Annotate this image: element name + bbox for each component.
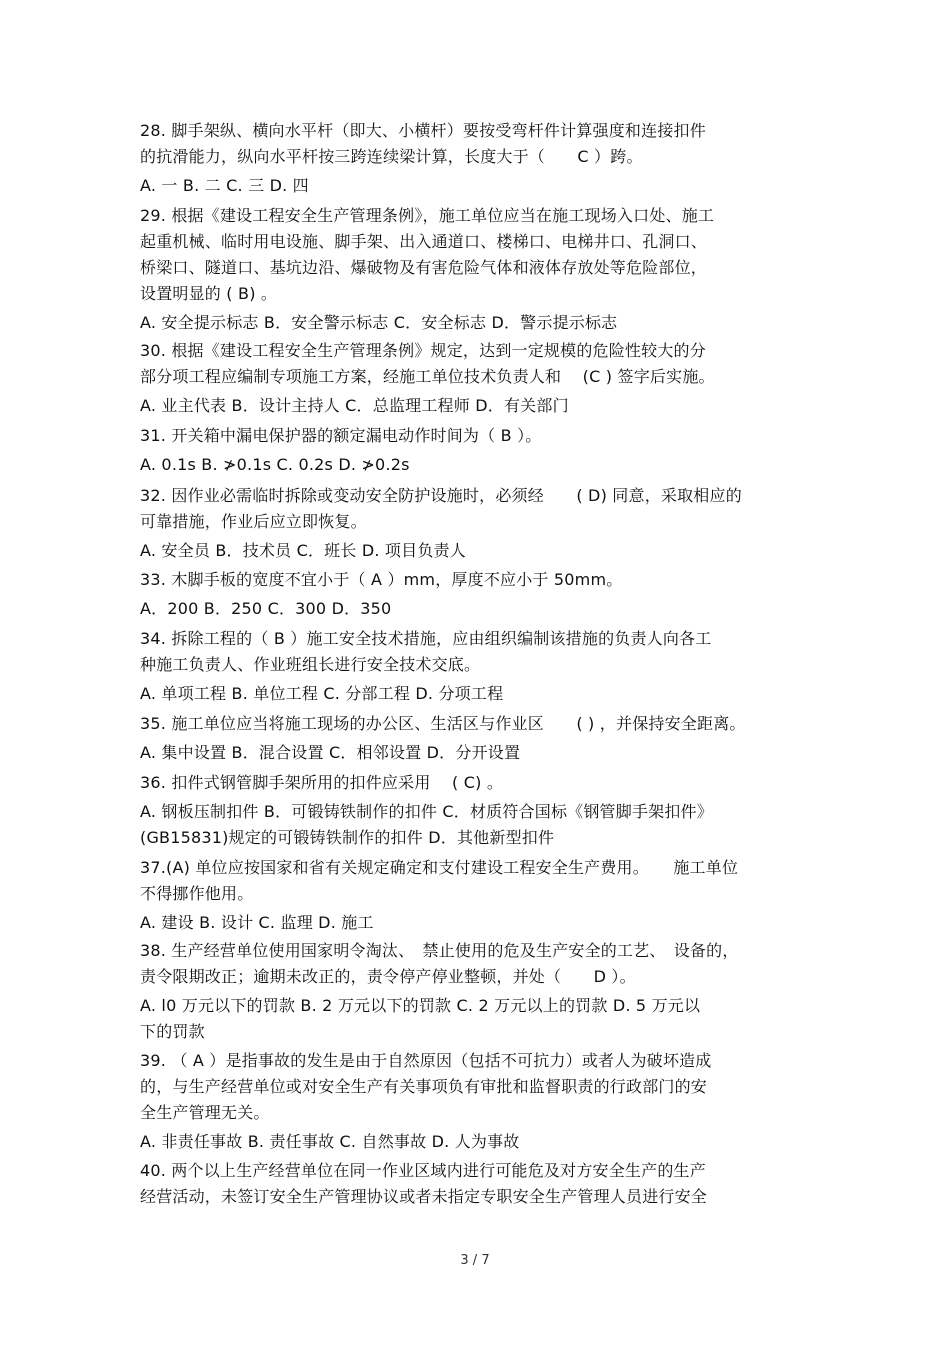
question-text: 设置明显的 ( B) 。 bbox=[140, 284, 278, 303]
answer-options: (GB15831)规定的可锻铸铁制作的扣件 D．其他新型扣件 bbox=[140, 828, 555, 847]
question-text: 全生产管理无关。 bbox=[140, 1103, 270, 1122]
question-28 bbox=[140, 118, 820, 199]
question-40 bbox=[140, 1158, 820, 1210]
answer-options: A. 安全提示标志 B．安全警示标志 C．安全标志 D．警示提示标志 bbox=[140, 313, 618, 332]
question-text: 的抗滑能力，纵向水平杆按三跨连续梁计算，长度大于（ C ）跨。 bbox=[140, 147, 643, 166]
answer-options: A. 安全员 B．技术员 C．班长 D. 项目负责人 bbox=[140, 541, 466, 560]
answer-options: A. 建设 B. 设计 C. 监理 D. 施工 bbox=[140, 913, 374, 932]
question-text: 责令限期改正；逾期未改正的，责令停产停业整顿，并处（ D ）。 bbox=[140, 967, 636, 986]
answer-options: A. 一 B. 二 C. 三 D. 四 bbox=[140, 176, 309, 195]
question-37 bbox=[140, 855, 820, 936]
answer-options: A. 0.1s B. ≯0.1s C. 0.2s D. ≯0.2s bbox=[140, 455, 410, 474]
question-30 bbox=[140, 338, 820, 419]
question-text: 29. 根据《建设工程安全生产管理条例》，施工单位应当在施工现场入口处、施工 bbox=[140, 206, 715, 225]
question-text: 36. 扣件式钢管脚手架所用的扣件应采用 ( C) 。 bbox=[140, 773, 504, 792]
question-29 bbox=[140, 203, 820, 336]
question-text: 39. （ A ）是指事故的发生是由于自然原因（包括不可抗力）或者人为破坏造成 bbox=[140, 1051, 712, 1070]
question-text: 38. 生产经营单位使用国家明令淘汰、 禁止使用的危及生产安全的工艺、 设备的， bbox=[140, 941, 739, 960]
question-text: 33. 木脚手板的宽度不宜小于（ A ）mm，厚度不应小于 50mm。 bbox=[140, 570, 623, 589]
question-31 bbox=[140, 423, 820, 478]
question-39 bbox=[140, 1048, 820, 1155]
answer-options: A. 非责任事故 B. 责任事故 C. 自然事故 D. 人为事故 bbox=[140, 1132, 520, 1151]
question-text: 起重机械、临时用电设施、脚手架、出入通道口、楼梯口、电梯井口、孔洞口、 bbox=[140, 232, 708, 251]
answer-options: 下的罚款 bbox=[140, 1022, 205, 1041]
question-text: 的，与生产经营单位或对安全生产有关事项负有审批和监督职责的行政部门的安 bbox=[140, 1077, 708, 1096]
question-text: 35. 施工单位应当将施工现场的办公区、生活区与作业区 ( ) ，并保持安全距离。 bbox=[140, 714, 746, 733]
page-number: 3 / 7 bbox=[460, 1253, 490, 1268]
question-text: 28. 脚手架纵、横向水平杆（即大、小横杆）要按受弯杆件计算强度和连接扣件 bbox=[140, 121, 706, 140]
question-38 bbox=[140, 938, 820, 1045]
answer-options: A. 单项工程 B. 单位工程 C. 分部工程 D. 分项工程 bbox=[140, 684, 504, 703]
question-text: 37.(A) 单位应按国家和省有关规定确定和支付建设工程安全生产费用。 施工单位 bbox=[140, 858, 739, 877]
question-text: 40. 两个以上生产经营单位在同一作业区域内进行可能危及对方安全生产的生产 bbox=[140, 1161, 706, 1180]
question-34 bbox=[140, 626, 820, 707]
question-text: 经营活动，未签订安全生产管理协议或者未指定专职安全生产管理人员进行安全 bbox=[140, 1187, 708, 1206]
question-text: 不得挪作他用。 bbox=[140, 884, 254, 903]
question-text: 30. 根据《建设工程安全生产管理条例》规定，达到一定规模的危险性较大的分 bbox=[140, 341, 706, 360]
answer-options: A. 集中设置 B．混合设置 C．相邻设置 D．分开设置 bbox=[140, 743, 521, 762]
question-35 bbox=[140, 711, 820, 766]
question-text: 34. 拆除工程的（ B ）施工安全技术措施，应由组织编制该措施的负责人向各工 bbox=[140, 629, 712, 648]
question-text: 桥梁口、隧道口、基坑边沿、爆破物及有害危险气体和液体存放处等危险部位， bbox=[140, 258, 708, 277]
question-33 bbox=[140, 567, 820, 622]
question-text: 32. 因作业必需临时拆除或变动安全防护设施时，必须经 ( D) 同意，采取相应的 bbox=[140, 486, 742, 505]
question-text: 可靠措施，作业后应立即恢复。 bbox=[140, 512, 367, 531]
answer-options: A. 钢板压制扣件 B．可锻铸铁制作的扣件 C．材质符合国标《钢管脚手架扣件》 bbox=[140, 802, 713, 821]
question-text: 种施工负责人、作业班组长进行安全技术交底。 bbox=[140, 655, 481, 674]
answer-options: A．200 B．250 C．300 D．350 bbox=[140, 599, 392, 618]
question-36 bbox=[140, 770, 820, 851]
answer-options: A. 业主代表 B．设计主持人 C．总监理工程师 D．有关部门 bbox=[140, 396, 569, 415]
question-32 bbox=[140, 483, 820, 564]
question-text: 31. 开关箱中漏电保护器的额定漏电动作时间为（ B ）。 bbox=[140, 426, 542, 445]
answer-options: A. l0 万元以下的罚款 B. 2 万元以下的罚款 C. 2 万元以上的罚款 D. 5 万元以 bbox=[140, 996, 701, 1015]
question-text: 部分项工程应编制专项施工方案，经施工单位技术负责人和 (C ) 签字后实施。 bbox=[140, 367, 715, 386]
